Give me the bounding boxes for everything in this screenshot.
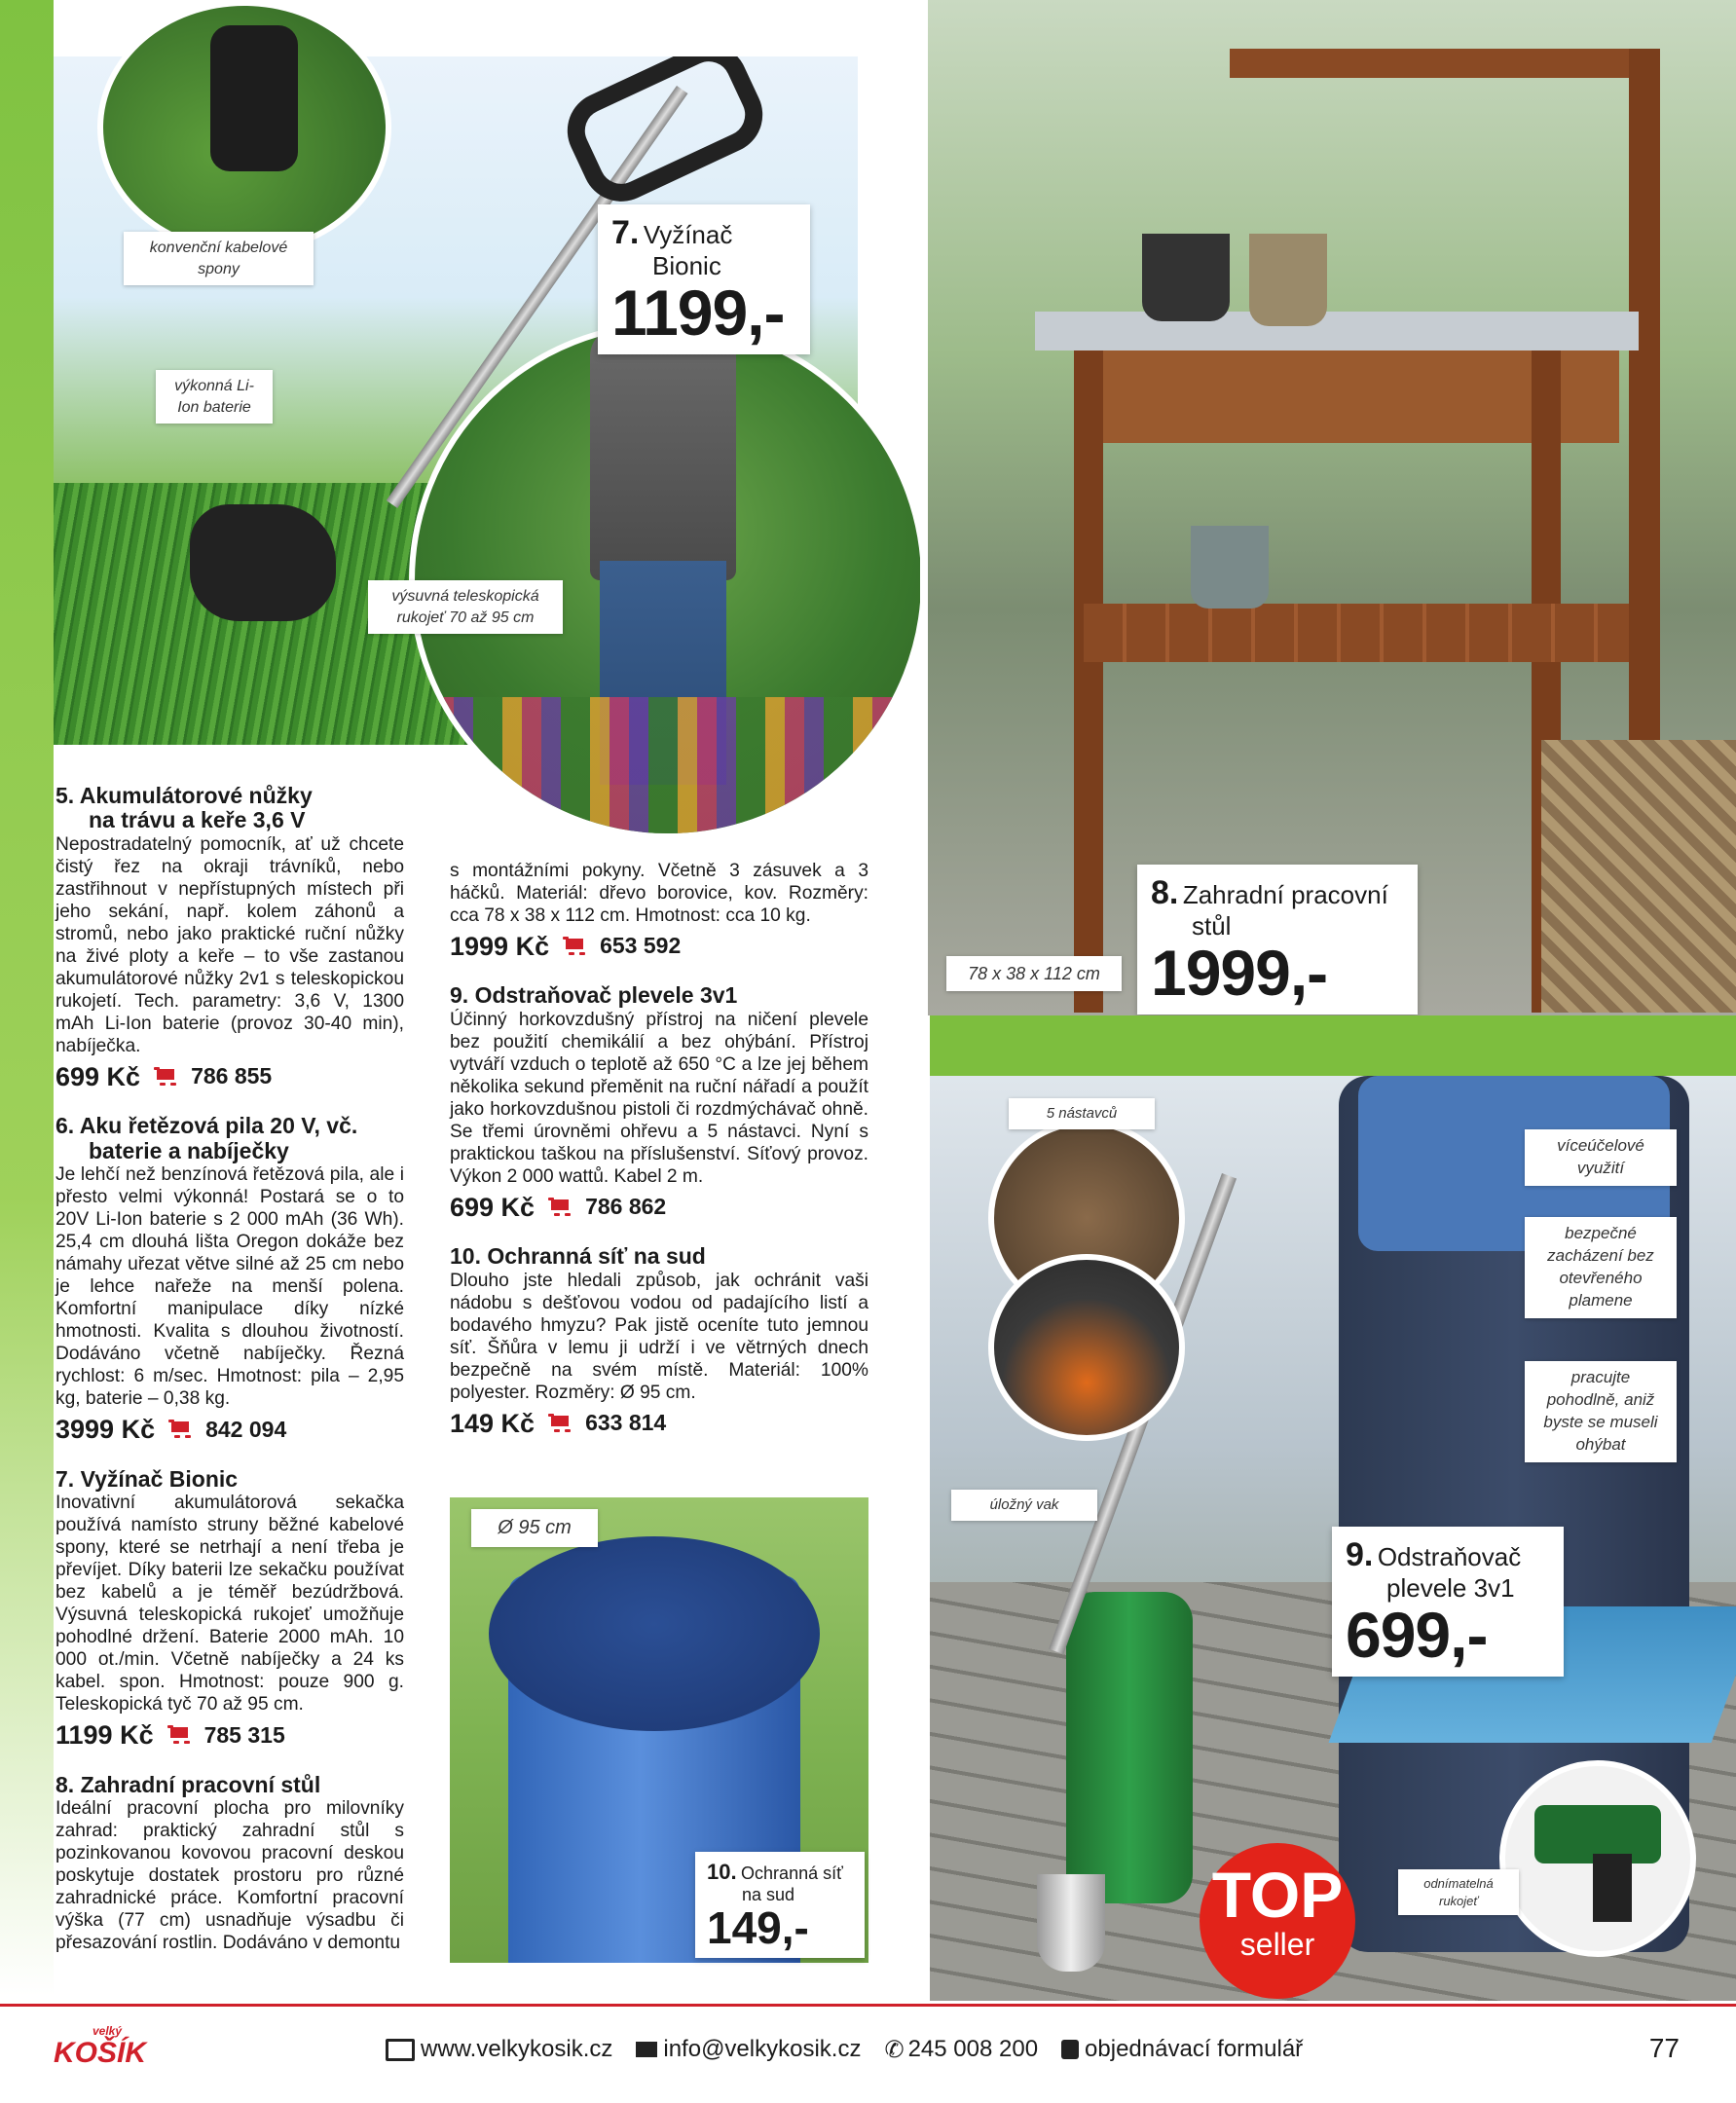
tag-name-2: Bionic	[652, 251, 721, 280]
price-tag-7	[598, 204, 810, 354]
product-price: 3999 Kč	[55, 1415, 156, 1445]
side-green-bar	[0, 0, 54, 1996]
product-code: 786 855	[191, 1063, 273, 1089]
tag-number: 9.	[1346, 1536, 1374, 1573]
product-8-description-cont: s montážními pokyny. Včetně 3 zásuvek a 3 háčků. Materiál: dřevo borovice, kov. Rozměry: cca 78 x 38 x 112 cm. Hmotnost: cca 10 kg.	[450, 861, 868, 927]
product-description: Nepostradatelný pomocník, ať už chcete čistý řez na okraji trávníků, nebo zastřihnout v nepřístupných místech při jeho sekání, např. kolem záhonů a stromů, nebo jako praktické ruční nůžky na živé ploty a keře – to vše zastanou akumulátorové nůžky 2v1 s teleskopickou rukojetí. Tech. parametry: 3,6 V, 1300 mAh Li-Ion baterie (provoz 30-40 min), nabíječka.	[55, 833, 404, 1056]
tag-price: 1999,-	[1151, 936, 1328, 1009]
cart-icon	[548, 1198, 572, 1217]
product-price: 699 Kč	[450, 1193, 536, 1223]
product-title-2: baterie a nabíječky	[89, 1137, 289, 1163]
product-code: 786 862	[585, 1194, 667, 1220]
price-tag-10	[695, 1852, 865, 1958]
trimmer-head	[190, 504, 336, 621]
product-title: 8. Zahradní pracovní stůl	[55, 1771, 321, 1797]
product-price: 149 Kč	[450, 1408, 536, 1438]
label-spools: konvenční kabelové spony	[124, 232, 314, 285]
product-7	[55, 1467, 404, 1752]
tag-number: 10.	[707, 1860, 737, 1884]
tag-number: 7.	[611, 214, 640, 251]
label-bag: úložný vak	[951, 1490, 1097, 1521]
product-description: Ideální pracovní plocha pro milovníky zahrad: praktický zahradní stůl s pozinkovanou kovovou pracovní deskou poskytuje dostatek prostoru pro různé zahradnické práce. Komfortní pracovní výška (77 cm) usnadňuje výsadbu či přesazování rostlin. Dodáváno v demontu	[55, 1797, 404, 1954]
cart-icon	[167, 1725, 191, 1745]
tag-price: 1199,-	[611, 276, 785, 349]
product-title: 10. Ochranná síť na sud	[450, 1243, 706, 1270]
label-comfort: pracujte pohodlně, aniž byste se museli ohýbat	[1525, 1361, 1677, 1462]
form-icon	[1061, 2040, 1079, 2059]
product-code: 842 094	[205, 1416, 287, 1442]
product-9	[450, 983, 868, 1223]
green-divider-strip	[930, 1015, 1736, 1076]
cart-icon	[154, 1067, 177, 1087]
badge-top: TOP	[1211, 1859, 1344, 1931]
product-description: Účinný horkovzdušný přístroj na ničení plevele bez použití chemikálií a bez ohýbání. Přístroj vytváří vzduch o teplotě až 650 °C a lze jej během několika sekund přeměnit na ruční nářadí a použít jako horkovzdušnou pistoli či rozdmýchávač ohně. Se třemi úrovněmi ohřevu a 5 nástavci. Nyní s praktickou taškou na příslušenství. Síťový provoz. Výkon 2 000 wattů. Kabel 2 m.	[450, 1009, 868, 1187]
price-tag-8	[1137, 865, 1418, 1015]
product-price: 699 Kč	[55, 1061, 141, 1091]
footer-phone[interactable]: 245 008 200	[907, 2036, 1039, 2062]
footer-email-link[interactable]: info@velkykosik.cz	[663, 2036, 862, 2062]
label-safe: bezpečné zacházení bez otevřeného plamene	[1525, 1217, 1677, 1318]
tag-name: Zahradní pracovní	[1182, 880, 1388, 909]
footer-web-link[interactable]: www.velkykosik.cz	[421, 2036, 613, 2062]
tag-price: 149,-	[707, 1902, 809, 1953]
logo-small-text: velký	[92, 2024, 123, 2038]
logo-text: KOŠÍK	[54, 2037, 147, 2069]
top-seller-badge	[1200, 1843, 1355, 1999]
product-description: Inovativní akumulátorová sekačka používá namísto struny běžné kabelové spony, které se netrhají a není třeba je převíjet. Díky baterii lze sekačku používat bez kabelů a je téměř bezúdržbová. Výsuvná teleskopická rukojeť umožňuje pohodlné držení. Baterie 2000 mAh. 10 000 ot./min. Včetně nabíječky a 24 ks kabel. spon. Hmotnost: pouze 900 g. Teleskopická tyč 70 až 95 cm.	[55, 1492, 404, 1716]
product-description: Dlouho jste hledali způsob, jak ochránit vaši nádobu s dešťovou vodou od padajícího listí a bodavého hmyzu? Pak jistě oceníte tuto jemnou síť. Šňůra v lemu ji udrží i ve větrných dnech bezpečně na svém místě. Materiál: 100% polyester. Rozměry: Ø 95 cm.	[450, 1270, 868, 1403]
product-code: 653 592	[600, 933, 682, 959]
label-detachable: odnímatelná rukojeť	[1398, 1869, 1519, 1915]
velky-kosik-logo	[54, 2025, 146, 2070]
badge-seller: seller	[1239, 1927, 1315, 1962]
product-price-line	[450, 931, 868, 962]
product-price-line	[450, 1192, 868, 1223]
heat-gun-photo	[1499, 1760, 1696, 1957]
footer-contacts	[386, 2015, 1303, 2084]
spool-closeup-photo	[97, 0, 391, 255]
phone-icon: ✆	[884, 2036, 905, 2063]
tag-name-2: na sud	[742, 1885, 795, 1904]
label-bench-size: 78 x 38 x 112 cm	[946, 956, 1122, 991]
product-price-line	[55, 1061, 404, 1092]
tag-price: 699,-	[1346, 1598, 1488, 1671]
tag-name: Odstraňovač	[1377, 1542, 1522, 1571]
footer-divider	[0, 2004, 1736, 2007]
product-6	[55, 1114, 404, 1445]
product-5	[55, 784, 404, 1092]
price-tag-9	[1332, 1527, 1564, 1677]
product-price: 1199 Kč	[55, 1720, 154, 1751]
cart-icon	[563, 937, 586, 956]
tag-name-2: plevele 3v1	[1386, 1573, 1515, 1603]
product-10	[450, 1244, 868, 1439]
product-title: 5. Akumulátorové nůžky	[55, 783, 313, 808]
label-battery: výkonná Li-Ion baterie	[156, 370, 273, 424]
footer-order-form-link[interactable]: objednávací formulář	[1085, 2036, 1304, 2062]
product-price-line	[450, 1408, 868, 1439]
product-title: 6. Aku řetězová pila 20 V, vč.	[55, 1113, 358, 1139]
label-nozzles: 5 nástavců	[1009, 1098, 1155, 1129]
barrel-net-top	[489, 1536, 820, 1731]
tag-number: 8.	[1151, 874, 1179, 911]
label-handle: výsuvná teleskopická rukojeť 70 až 95 cm	[368, 580, 563, 634]
workbench-photo	[920, 0, 1736, 1015]
product-8	[55, 1773, 404, 1955]
middle-column	[450, 860, 868, 1439]
label-multipurpose: víceúčelové využití	[1525, 1129, 1677, 1186]
product-description: Je lehčí než benzínová řetězová pila, ale i přesto velmi výkonná! Postará se o to 20V Li-Ion baterie s 2 000 mAh (36 Wh). 25,4 cm dlouhá lišta Oregon dokáže bez námahy uřezat větve silné až 25 cm nebo je lehce nařeže na menší polena. Komfortní manipulace díky nízké hmotnosti. Kvalita s dlouhou životností. Dodáváno včetně nabíječky. Řezná rychlost: 6 m/sec. Hmotnost: pila – 2,95 kg, baterie – 0,38 kg.	[55, 1163, 404, 1410]
left-column	[55, 784, 404, 1954]
tag-name: Vyžínač	[643, 220, 733, 249]
product-price-line	[55, 1414, 404, 1445]
cart-icon	[168, 1420, 192, 1439]
product-price: 1999 Kč	[450, 932, 550, 962]
product-code: 785 315	[203, 1721, 285, 1748]
tag-name: Ochranná síť	[741, 1863, 843, 1883]
product-title: 9. Odstraňovač plevele 3v1	[450, 982, 738, 1009]
grill-photo	[988, 1254, 1185, 1441]
envelope-icon	[636, 2042, 657, 2057]
trimmer-handle	[555, 56, 776, 214]
product-title-2: na trávu a keře 3,6 V	[89, 807, 306, 833]
page-number: 77	[1648, 2033, 1680, 2063]
cart-icon	[548, 1414, 572, 1433]
monitor-icon	[386, 2039, 415, 2061]
product-price-line	[55, 1719, 404, 1751]
label-diameter: Ø 95 cm	[471, 1509, 598, 1547]
product-title: 7. Vyžínač Bionic	[55, 1465, 239, 1492]
product-code: 633 814	[585, 1410, 667, 1436]
tag-name-2: stůl	[1192, 911, 1232, 941]
